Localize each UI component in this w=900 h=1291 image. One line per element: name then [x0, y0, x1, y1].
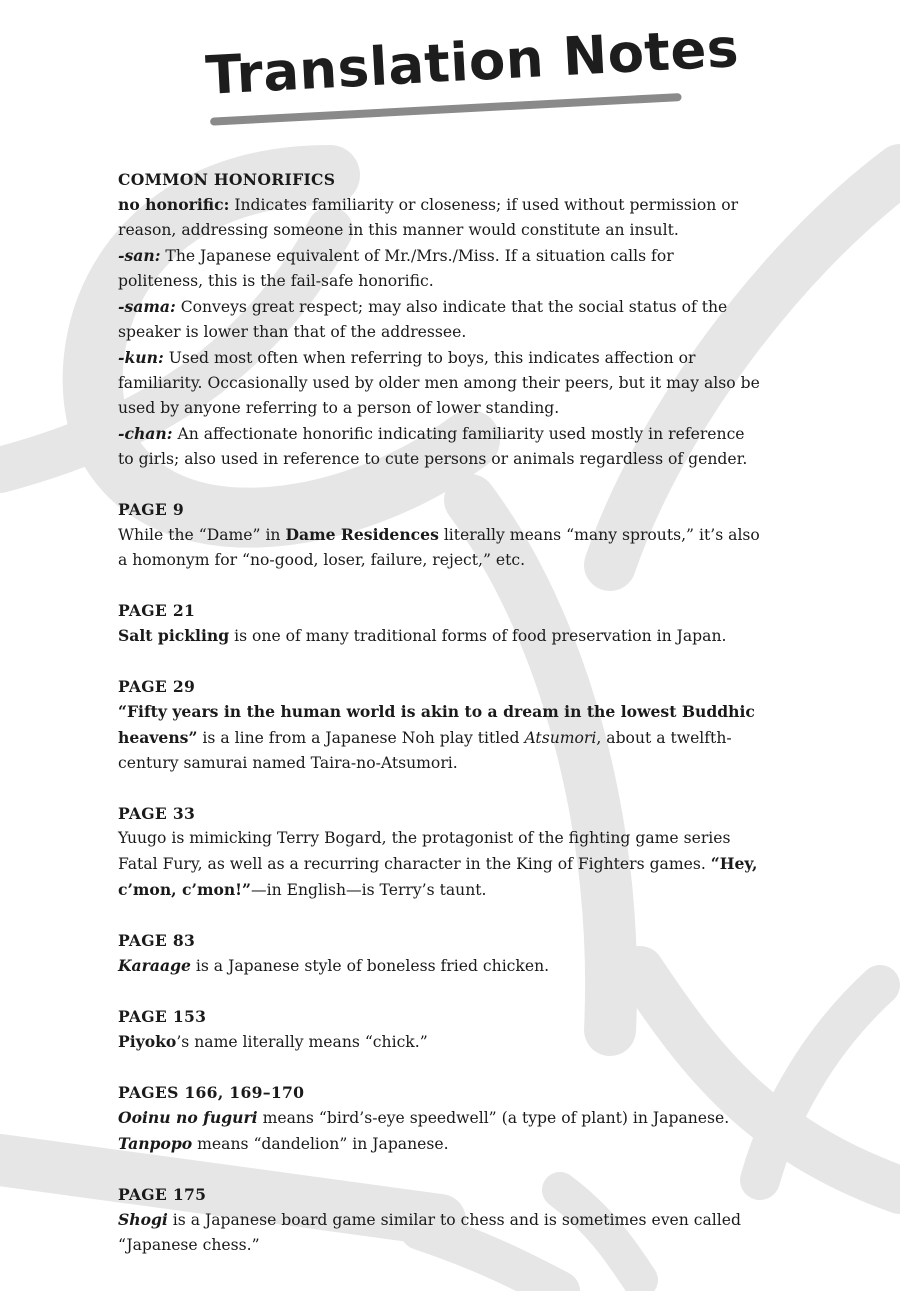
honorific-term: -sama: — [118, 297, 176, 316]
note-text: “Japanese chess.” — [118, 1236, 260, 1254]
note-text: Yuugo is mimicking Terry Bogard, the protagonist of the fighting game series — [118, 829, 731, 847]
note-text: is a Japanese style of boneless fried chicken. — [190, 957, 550, 975]
note-term: Ooinu no fuguri — [118, 1108, 258, 1127]
note-page-83 — [118, 928, 788, 979]
note-page-175 — [118, 1182, 788, 1258]
note-text: a homonym for “no-good, loser, failure, reject,” etc. — [118, 551, 526, 569]
note-text: —in English—is Terry’s taunt. — [251, 881, 487, 899]
note-heading: PAGES 166, 169–170 — [118, 1083, 305, 1102]
note-term: Karaage — [118, 956, 191, 975]
entry-text: to girls; also used in reference to cute persons or animals regardless of gender. — [118, 450, 748, 468]
entry-text: reason, addressing someone in this manner would constitute an insult. — [118, 221, 679, 239]
note-title-italic: Atsumori — [524, 729, 597, 747]
note-text: While the “Dame” in — [118, 526, 286, 544]
entry-text: Used most often when referring to boys, this indicates affection or — [168, 349, 696, 367]
note-term: Tanpopo — [118, 1134, 193, 1153]
note-text: , about a twelfth- — [596, 729, 732, 747]
entry-text: Conveys great respect; may also indicate that the social status of the — [180, 298, 728, 316]
note-term: heavens” — [118, 728, 198, 747]
note-heading: PAGE 175 — [118, 1185, 207, 1204]
note-text: century samurai named Taira-no-Atsumori. — [118, 754, 458, 772]
note-term: Piyoko — [118, 1032, 177, 1051]
note-term: “Hey, — [710, 854, 758, 873]
note-pages-166-170 — [118, 1080, 788, 1157]
note-text: ’s name literally means “chick.” — [176, 1033, 428, 1051]
note-heading: PAGE 21 — [118, 601, 196, 620]
page-title: Translation Notes — [204, 17, 741, 107]
honorific-term: no honorific: — [118, 195, 230, 214]
entry-text: speaker is lower than that of the addressee. — [118, 323, 467, 341]
note-text: is a Japanese board game similar to chess and is sometimes even called — [167, 1211, 741, 1229]
note-text: is a line from a Japanese Noh play titled — [197, 729, 525, 747]
note-page-9 — [118, 497, 788, 573]
note-text: literally means “many sprouts,” it’s also — [438, 526, 760, 544]
note-page-33 — [118, 801, 788, 903]
note-heading: PAGE 29 — [118, 677, 196, 696]
honorific-entry-kun — [118, 345, 788, 421]
honorific-entry-none — [118, 192, 788, 243]
note-page-153 — [118, 1004, 788, 1055]
section-heading: COMMON HONORIFICS — [118, 170, 336, 189]
note-page-29 — [118, 674, 788, 776]
entry-text: An affectionate honorific indicating familiarity used mostly in reference — [177, 425, 745, 443]
entry-text: The Japanese equivalent of Mr./Mrs./Miss. If a situation calls for — [165, 247, 674, 265]
honorific-entry-san — [118, 243, 788, 294]
note-heading: PAGE 33 — [118, 804, 196, 823]
note-term: c’mon, c’mon!” — [118, 880, 251, 899]
entry-text: used by anyone referring to a person of lower standing. — [118, 399, 560, 417]
note-heading: PAGE 9 — [118, 500, 184, 519]
note-text: is one of many traditional forms of food preservation in Japan. — [229, 627, 727, 645]
note-page-21 — [118, 598, 788, 649]
entry-text: politeness, this is the fail-safe honorific. — [118, 272, 434, 290]
notes-content — [118, 167, 788, 1283]
honorific-entry-chan — [118, 421, 788, 472]
note-term: Shogi — [118, 1210, 168, 1229]
note-text: means “bird’s-eye speedwell” (a type of plant) in Japanese. — [257, 1109, 730, 1127]
honorific-term: -chan: — [118, 424, 173, 443]
note-term: Salt pickling — [118, 626, 230, 645]
note-heading: PAGE 153 — [118, 1007, 207, 1026]
note-heading: PAGE 83 — [118, 931, 196, 950]
honorifics-section — [118, 167, 788, 472]
honorific-term: -san: — [118, 246, 161, 265]
honorific-term: -kun: — [118, 348, 164, 367]
note-term: “Fifty years in the human world is akin to a dream in the lowest Buddhic — [118, 702, 755, 721]
entry-text: familiarity. Occasionally used by older men among their peers, but it may also be — [118, 374, 760, 392]
honorific-entry-sama — [118, 294, 788, 345]
note-text: means “dandelion” in Japanese. — [192, 1135, 449, 1153]
note-text: Fatal Fury, as well as a recurring character in the King of Fighters games. — [118, 855, 711, 873]
entry-text: Indicates familiarity or closeness; if used without permission or — [234, 196, 739, 214]
note-term: Dame Residences — [285, 525, 439, 544]
